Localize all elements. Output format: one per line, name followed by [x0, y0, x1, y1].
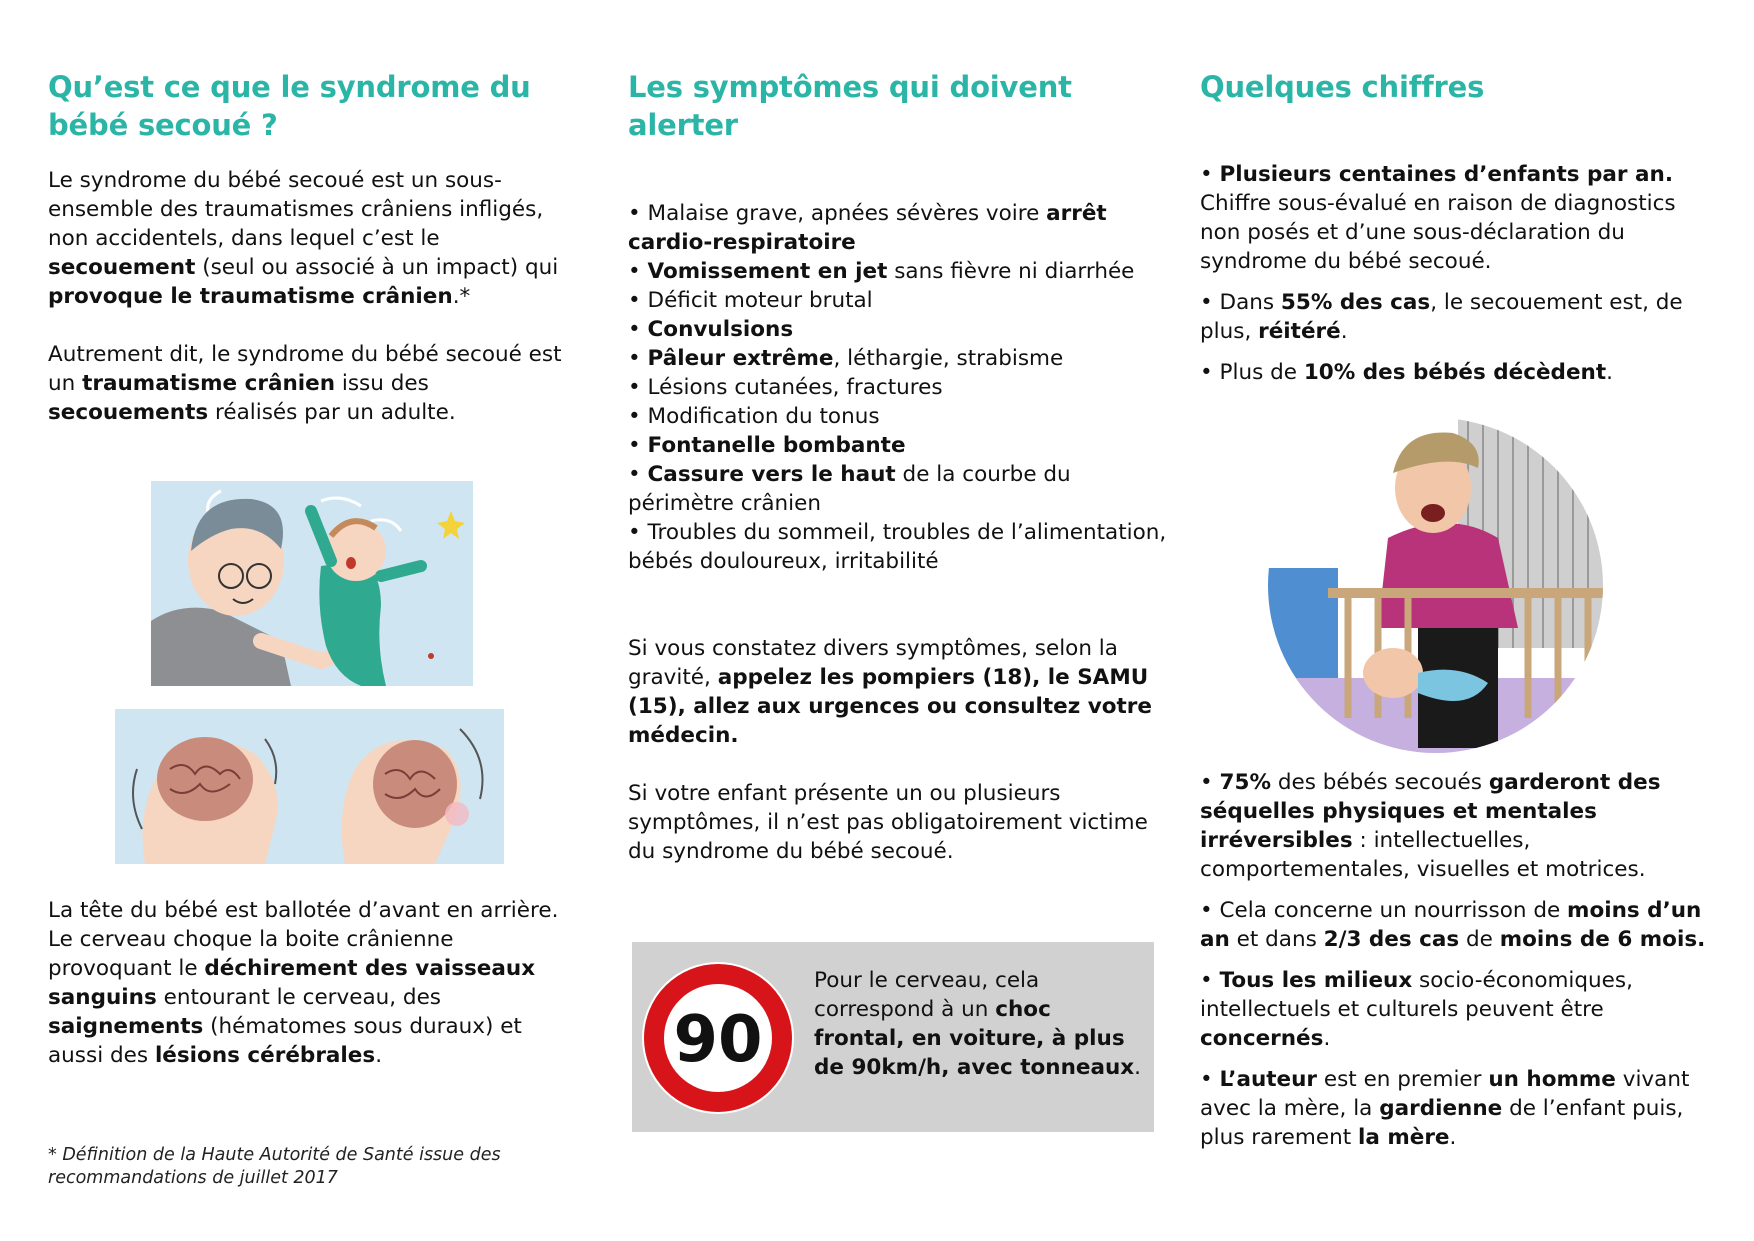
symptom-item [628, 518, 1168, 576]
footnote-block [48, 1144, 568, 1190]
text-run: . [1340, 319, 1348, 344]
symptom-list [628, 199, 1168, 576]
emphasized-text: concernés [1200, 1026, 1324, 1051]
speed-comparison-box [632, 942, 1154, 1132]
emphasized-text: L’auteur [1219, 1067, 1318, 1092]
text-run: • Modification du tonus [628, 404, 880, 429]
emphasized-text: 55% des cas [1280, 290, 1431, 315]
text-run: • [628, 259, 648, 284]
figure-item [1200, 896, 1720, 954]
emphasized-text: Tous les milieux [1219, 968, 1413, 993]
angry-adult-crib-illustration [1268, 418, 1603, 753]
emphasized-text: Pâleur extrême [647, 346, 834, 371]
text-run: • Troubles du sommeil, troubles de l’alimentation, bébés douloureux, irritabilité [628, 520, 1167, 574]
emphasized-text: provoque le traumatisme crânien [48, 284, 453, 309]
text-run: de la courbe du périmètre crânien [628, 462, 1071, 516]
text-run: • Dans [1200, 290, 1281, 315]
text-run: .* [452, 284, 471, 309]
text-run: sans fièvre ni diarrhée [887, 259, 1135, 284]
text-run: • [628, 433, 648, 458]
emphasized-text: 10% des bébés décèdent [1303, 360, 1607, 385]
symptom-item [628, 315, 1168, 344]
emphasized-text: 75% [1219, 770, 1271, 795]
emphasized-text: choc frontal, en voiture, à plus de 90km/h, avec tonneaux [814, 997, 1135, 1080]
emphasized-text: saignements [48, 1014, 204, 1039]
text-run: (seul ou associé à un impact) qui [195, 255, 559, 280]
paragraph-call-emergency [628, 634, 1168, 750]
text-run: Chiffre sous-évalué en raison de diagnostics non posés et d’une sous-déclaration du syndrome du bébé secoué. [1200, 191, 1676, 274]
text-run: • Déficit moteur brutal [628, 288, 873, 313]
text-run: • [1200, 1067, 1220, 1092]
figure-item [1200, 768, 1720, 884]
footnote: * Définition de la Haute Autorité de Santé issue des recommandations de juillet 2017 [48, 1145, 501, 1188]
shaking-baby-illustration [151, 481, 473, 686]
paragraph-in-other-words [48, 340, 588, 427]
text-run: et dans [1229, 927, 1324, 952]
figure-item [1200, 1065, 1720, 1152]
speed-limit-sign-icon [640, 960, 796, 1116]
symptom-item [628, 344, 1168, 373]
column-definition-lower [48, 896, 568, 1070]
text-run: • [1200, 968, 1220, 993]
emphasized-text: gardienne [1379, 1096, 1503, 1121]
column-symptoms [628, 68, 1168, 866]
text-run: : intellectuelles, comportementales, visuelles et motrices. [1200, 828, 1646, 882]
symptom-item [628, 460, 1168, 518]
emphasized-text: Vomissement en jet [647, 259, 888, 284]
emphasized-text: Convulsions [647, 317, 794, 342]
paragraph-symptom-note: Si votre enfant présente un ou plusieurs symptômes, il n’est pas obligatoirement victime du syndrome du bébé secoué. [628, 781, 1148, 864]
emphasized-text: traumatisme crânien [82, 371, 336, 396]
speed-limit-value: 90 [673, 1003, 763, 1077]
text-run: . [1449, 1125, 1457, 1150]
text-run: . [1606, 360, 1613, 385]
emphasized-text: 2/3 des cas [1323, 927, 1460, 952]
symptom-item [628, 431, 1168, 460]
text-run: • [628, 346, 648, 371]
speed-comparison-text [814, 966, 1144, 1082]
text-run: • Lésions cutanées, fractures [628, 375, 943, 400]
figures-list-bottom [1200, 768, 1720, 1152]
text-run: des bébés secoués [1271, 770, 1489, 795]
text-run: réalisés par un adulte. [208, 400, 456, 425]
text-run: , le secouement est, de plus, [1200, 290, 1683, 344]
emphasized-text: appelez les pompiers (18), le SAMU (15), allez aux urgences ou consultez votre médecin. [628, 665, 1152, 748]
symptom-item [628, 373, 1168, 402]
figure-item [1200, 288, 1720, 346]
text-run: vivant avec la mère, la [1200, 1067, 1690, 1121]
text-run: de l’enfant puis, plus rarement [1200, 1096, 1684, 1150]
emphasized-text: Cassure vers le haut [647, 462, 896, 487]
emphasized-text: garderont des séquelles physiques et mentales irréversibles [1200, 770, 1661, 853]
emphasized-text: Plusieurs centaines d’enfants par an. [1219, 162, 1674, 187]
paragraph-definition [48, 166, 588, 311]
text-run: Si vous constatez divers symptômes, selon la gravité, [628, 636, 1118, 690]
text-run: est en premier [1317, 1067, 1489, 1092]
text-run: • [628, 317, 648, 342]
symptom-item [628, 286, 1168, 315]
figure-item [1200, 358, 1720, 387]
figures-list-top [1200, 160, 1720, 387]
emphasized-text: secouement [48, 255, 196, 280]
figure-item [1200, 160, 1720, 276]
heading-figures: Quelques chiffres [1200, 70, 1485, 104]
text-run: , léthargie, strabisme [833, 346, 1064, 371]
text-run: (hématomes sous duraux) et aussi des [48, 1014, 522, 1068]
column-figures-lower [1200, 768, 1720, 1164]
emphasized-text: arrêt cardio-respiratoire [628, 201, 1107, 255]
text-run: issu des [335, 371, 429, 396]
emphasized-text: secouements [48, 400, 209, 425]
symptom-item [628, 402, 1168, 431]
text-run: socio-économiques, intellectuels et culturels peuvent être [1200, 968, 1633, 1022]
figure-item [1200, 966, 1720, 1053]
symptom-item [628, 257, 1168, 286]
column-definition [48, 68, 588, 427]
emphasized-text: moins d’un an [1200, 898, 1702, 952]
text-run: . [1323, 1026, 1331, 1051]
text-run: entourant le cerveau, des [156, 985, 442, 1010]
text-run: Autrement dit, le syndrome du bébé secoué est un [48, 342, 562, 396]
text-run: . [1134, 1055, 1141, 1080]
emphasized-text: Fontanelle bombante [647, 433, 906, 458]
text-run: • [1200, 162, 1220, 187]
text-run: • Malaise grave, apnées sévères voire [628, 201, 1047, 226]
paragraph-brain-injury [48, 896, 568, 1070]
text-run: Pour le cerveau, cela correspond à un [814, 968, 1040, 1022]
text-run: • [628, 462, 648, 487]
text-run: • [1200, 770, 1220, 795]
text-run: Le syndrome du bébé secoué est un sous-ensemble des traumatismes crâniens infligés, non accidentels, dans lequel c’est le [48, 168, 544, 251]
heading-definition: Qu’est ce que le syndrome du bébé secoué ? [48, 70, 531, 142]
emphasized-text: réitéré [1258, 319, 1341, 344]
emphasized-text: un homme [1488, 1067, 1616, 1092]
text-run: • Cela concerne un nourrisson de [1200, 898, 1568, 923]
text-run: . [375, 1043, 383, 1068]
emphasized-text: moins de 6 mois. [1499, 927, 1706, 952]
brain-impact-illustration [115, 709, 504, 864]
emphasized-text: lésions cérébrales [154, 1043, 376, 1068]
emphasized-text: déchirement des vaisseaux sanguins [48, 956, 536, 1010]
heading-symptoms: Les symptômes qui doivent alerter [628, 70, 1072, 142]
symptom-item [628, 199, 1168, 257]
text-run: • Plus de [1200, 360, 1304, 385]
text-run: La tête du bébé est ballotée d’avant en arrière. Le cerveau choque la boite crânienne provoquant le [48, 898, 559, 981]
emphasized-text: la mère [1357, 1125, 1450, 1150]
text-run: de [1459, 927, 1500, 952]
column-figures [1200, 68, 1720, 399]
